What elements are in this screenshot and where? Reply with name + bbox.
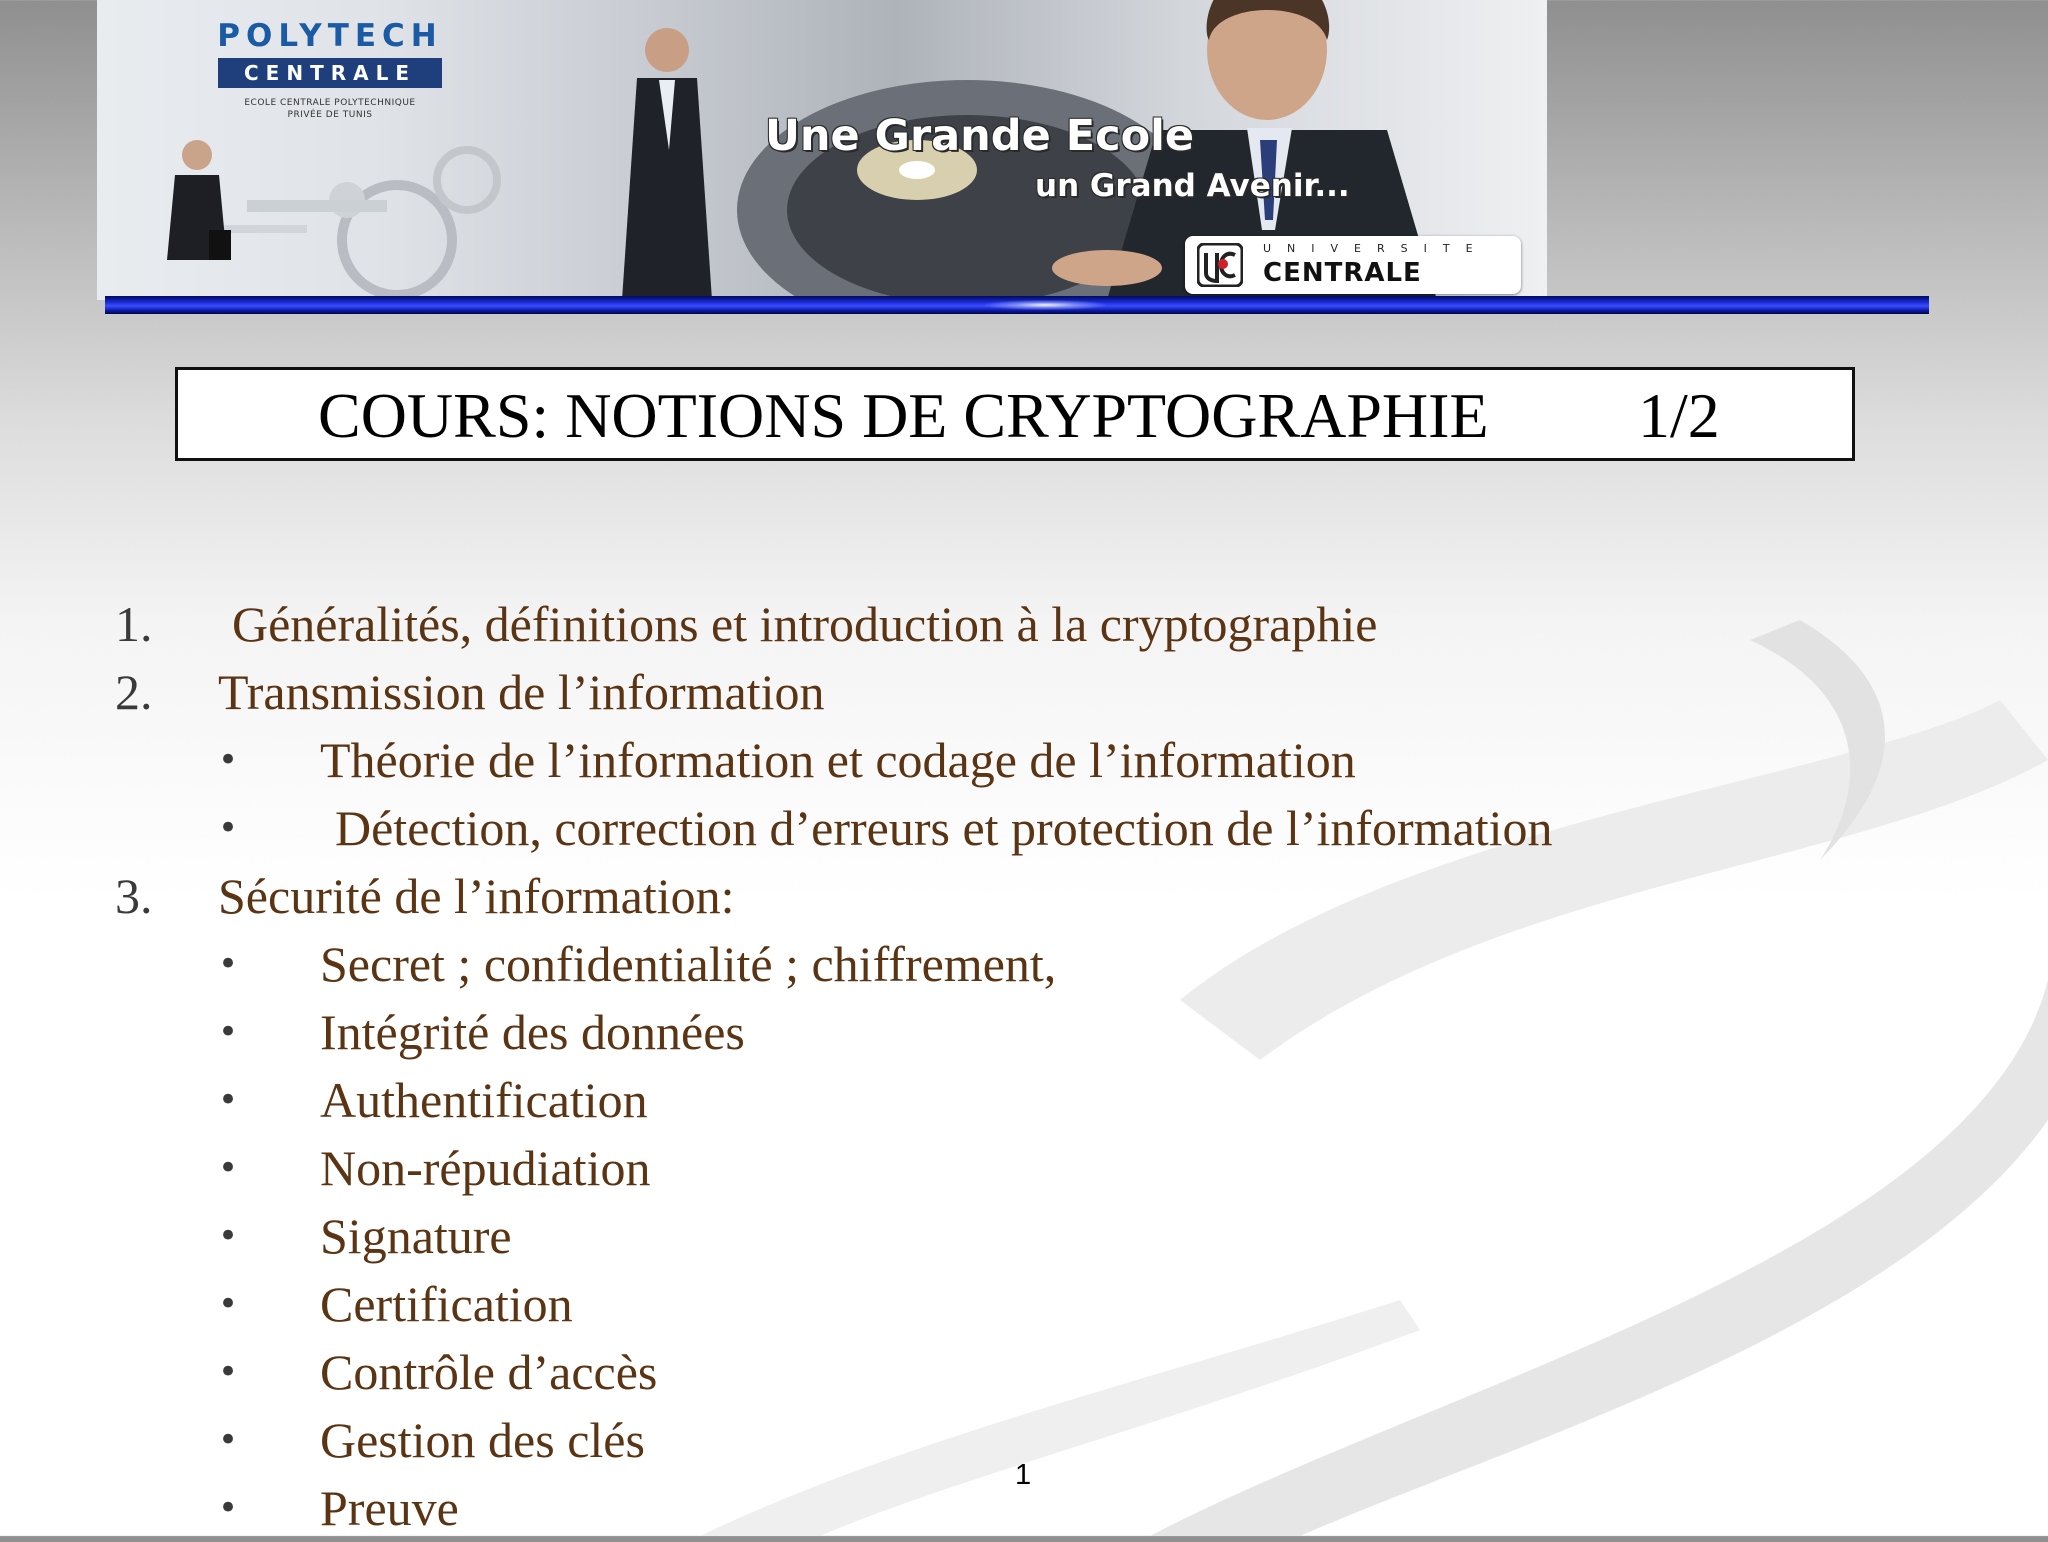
bullet-icon: •	[218, 1420, 239, 1460]
sub-list-item-text: Contrôle d’accès	[320, 1344, 658, 1400]
sub-list-item-text: Signature	[320, 1208, 512, 1264]
sub-list-item-text: Authentification	[320, 1072, 648, 1128]
list-number: 3.	[115, 868, 153, 924]
logo-sub: CENTRALE	[218, 58, 442, 88]
header-banner	[97, 0, 1547, 300]
list-item	[0, 862, 2048, 930]
logo-name: POLYTECH	[217, 18, 443, 54]
page-number: 1	[1015, 1459, 1032, 1491]
polytech-logo	[165, 18, 495, 130]
bullet-icon: •	[218, 1012, 239, 1052]
universite-centrale-logo	[1185, 236, 1521, 294]
sub-list-item	[0, 930, 2048, 998]
sub-list-item	[0, 1202, 2048, 1270]
sub-list-item	[0, 1270, 2048, 1338]
bullet-icon: •	[218, 944, 239, 984]
sub-list-item-text: Théorie de l’information et codage de l’information	[320, 732, 1356, 788]
logo-tagline-1: ECOLE CENTRALE POLYTECHNIQUE	[244, 98, 416, 108]
sub-list-item	[0, 1134, 2048, 1202]
sub-list-item-text: Secret ; confidentialité ; chiffrement,	[320, 936, 1057, 992]
sub-list-item-text: Non-répudiation	[320, 1140, 651, 1196]
bullet-icon: •	[218, 808, 239, 848]
bullet-icon: •	[218, 1352, 239, 1392]
sub-list-item-text: Détection, correction d’erreurs et protection de l’information	[335, 800, 1553, 856]
bullet-icon: •	[218, 1148, 239, 1188]
bullet-icon: •	[218, 740, 239, 780]
univ-big-text: CENTRALE	[1263, 258, 1422, 288]
list-item-text: Transmission de l’information	[218, 664, 825, 720]
title-box	[175, 367, 1855, 461]
bullet-icon: •	[218, 1216, 239, 1256]
logo-tagline-2: PRIVÉE DE TUNIS	[287, 110, 373, 120]
list-item	[0, 590, 2048, 658]
slogan-line-1: Une Grande Ecole	[765, 111, 1195, 161]
list-number: 1.	[115, 596, 153, 652]
slogan-line-2: un Grand Avenir...	[1035, 168, 1350, 204]
universite-emblem-icon	[1197, 243, 1243, 287]
bullet-icon: •	[218, 1488, 239, 1528]
list-item-text: Sécurité de l’information:	[218, 868, 735, 924]
sub-list-item-text: Gestion des clés	[320, 1412, 645, 1468]
sub-list-item	[0, 794, 2048, 862]
sub-list-item-text: Intégrité des données	[320, 1004, 745, 1060]
sub-list-item	[0, 998, 2048, 1066]
title-page-indicator: 1/2	[1638, 380, 1720, 451]
sub-list-item	[0, 726, 2048, 794]
list-item-text: Généralités, définitions et introduction à la cryptographie	[232, 596, 1378, 652]
bullet-icon: •	[218, 1080, 239, 1120]
sub-list-item	[0, 1066, 2048, 1134]
banner-divider-bar	[105, 296, 1929, 314]
sub-list-item	[0, 1338, 2048, 1406]
list-number: 2.	[115, 664, 153, 720]
bullet-icon: •	[218, 1284, 239, 1324]
page-title: COURS: NOTIONS DE CRYPTOGRAPHIE	[318, 380, 1489, 451]
sub-list-item-text: Preuve	[320, 1480, 459, 1536]
list-item	[0, 658, 2048, 726]
univ-small-text: UNIVERSITE	[1263, 242, 1489, 255]
sub-list-item-text: Certification	[320, 1276, 573, 1332]
